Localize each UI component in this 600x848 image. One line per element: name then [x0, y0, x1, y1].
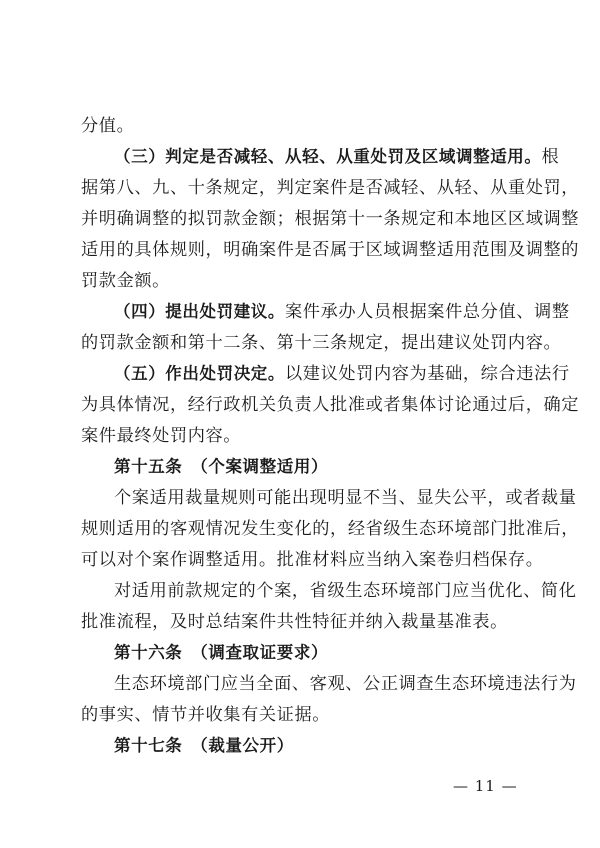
text-line: 批准流程，及时总结案件共性特征并纳入裁量基准表。	[81, 612, 508, 632]
clause-text: 案件承办人员根据案件总分值、调整	[285, 302, 570, 322]
text-line: 对适用前款规定的个案，省级生态环境部门应当优化、简化	[114, 581, 577, 601]
clause-lead: （五）作出处罚决定。	[114, 364, 285, 383]
article-heading: 第十五条 （个案调整适用）	[114, 457, 329, 476]
clause-lead: （三）判定是否减轻、从轻、从重处罚及区域调整适用。	[114, 147, 542, 166]
clause-lead: （四）提出处罚建议。	[114, 302, 285, 321]
text-line: 罚款金额。	[81, 271, 170, 291]
text-line	[114, 361, 570, 387]
text-line: 生态环境部门应当全面、客观、公正调查生态环境违法行为	[114, 674, 577, 694]
text-line: 并明确调整的拟罚款金额；根据第十一条规定和本地区区域调整	[81, 209, 580, 229]
article-heading: 第十六条 （调查取证要求）	[114, 643, 329, 662]
text-line: 分值。	[81, 116, 135, 136]
text-line: 的罚款金额和第十二条、第十三条规定，提出建议处罚内容。	[81, 333, 562, 353]
text-line	[114, 144, 559, 170]
text-line	[114, 299, 570, 325]
text-line: 案件最终处罚内容。	[81, 426, 242, 446]
text-line: 据第八、九、十条规定，判定案件是否减轻、从轻、从重处罚，	[81, 178, 580, 198]
clause-text: 根	[541, 147, 560, 167]
text-line: 可以对个案作调整适用。批准材料应当纳入案卷归档保存。	[81, 550, 544, 570]
page-number: — 11 —	[453, 777, 518, 795]
text-line: 适用的具体规则，明确案件是否属于区域调整适用范围及调整的	[81, 240, 580, 260]
clause-text: 以建议处罚内容为基础，综合违法行	[285, 364, 570, 384]
text-line: 个案适用裁量规则可能出现明显不当、显失公平，或者裁量	[114, 488, 577, 508]
text-line: 为具体情况，经行政机关负责人批准或者集体讨论通过后，确定	[81, 395, 580, 415]
article-heading: 第十七条 （裁量公开）	[114, 736, 294, 755]
text-line: 规则适用的客观情况发生变化的，经省级生态环境部门批准后，	[81, 519, 580, 539]
text-line: 的事实、情节并收集有关证据。	[81, 705, 331, 725]
